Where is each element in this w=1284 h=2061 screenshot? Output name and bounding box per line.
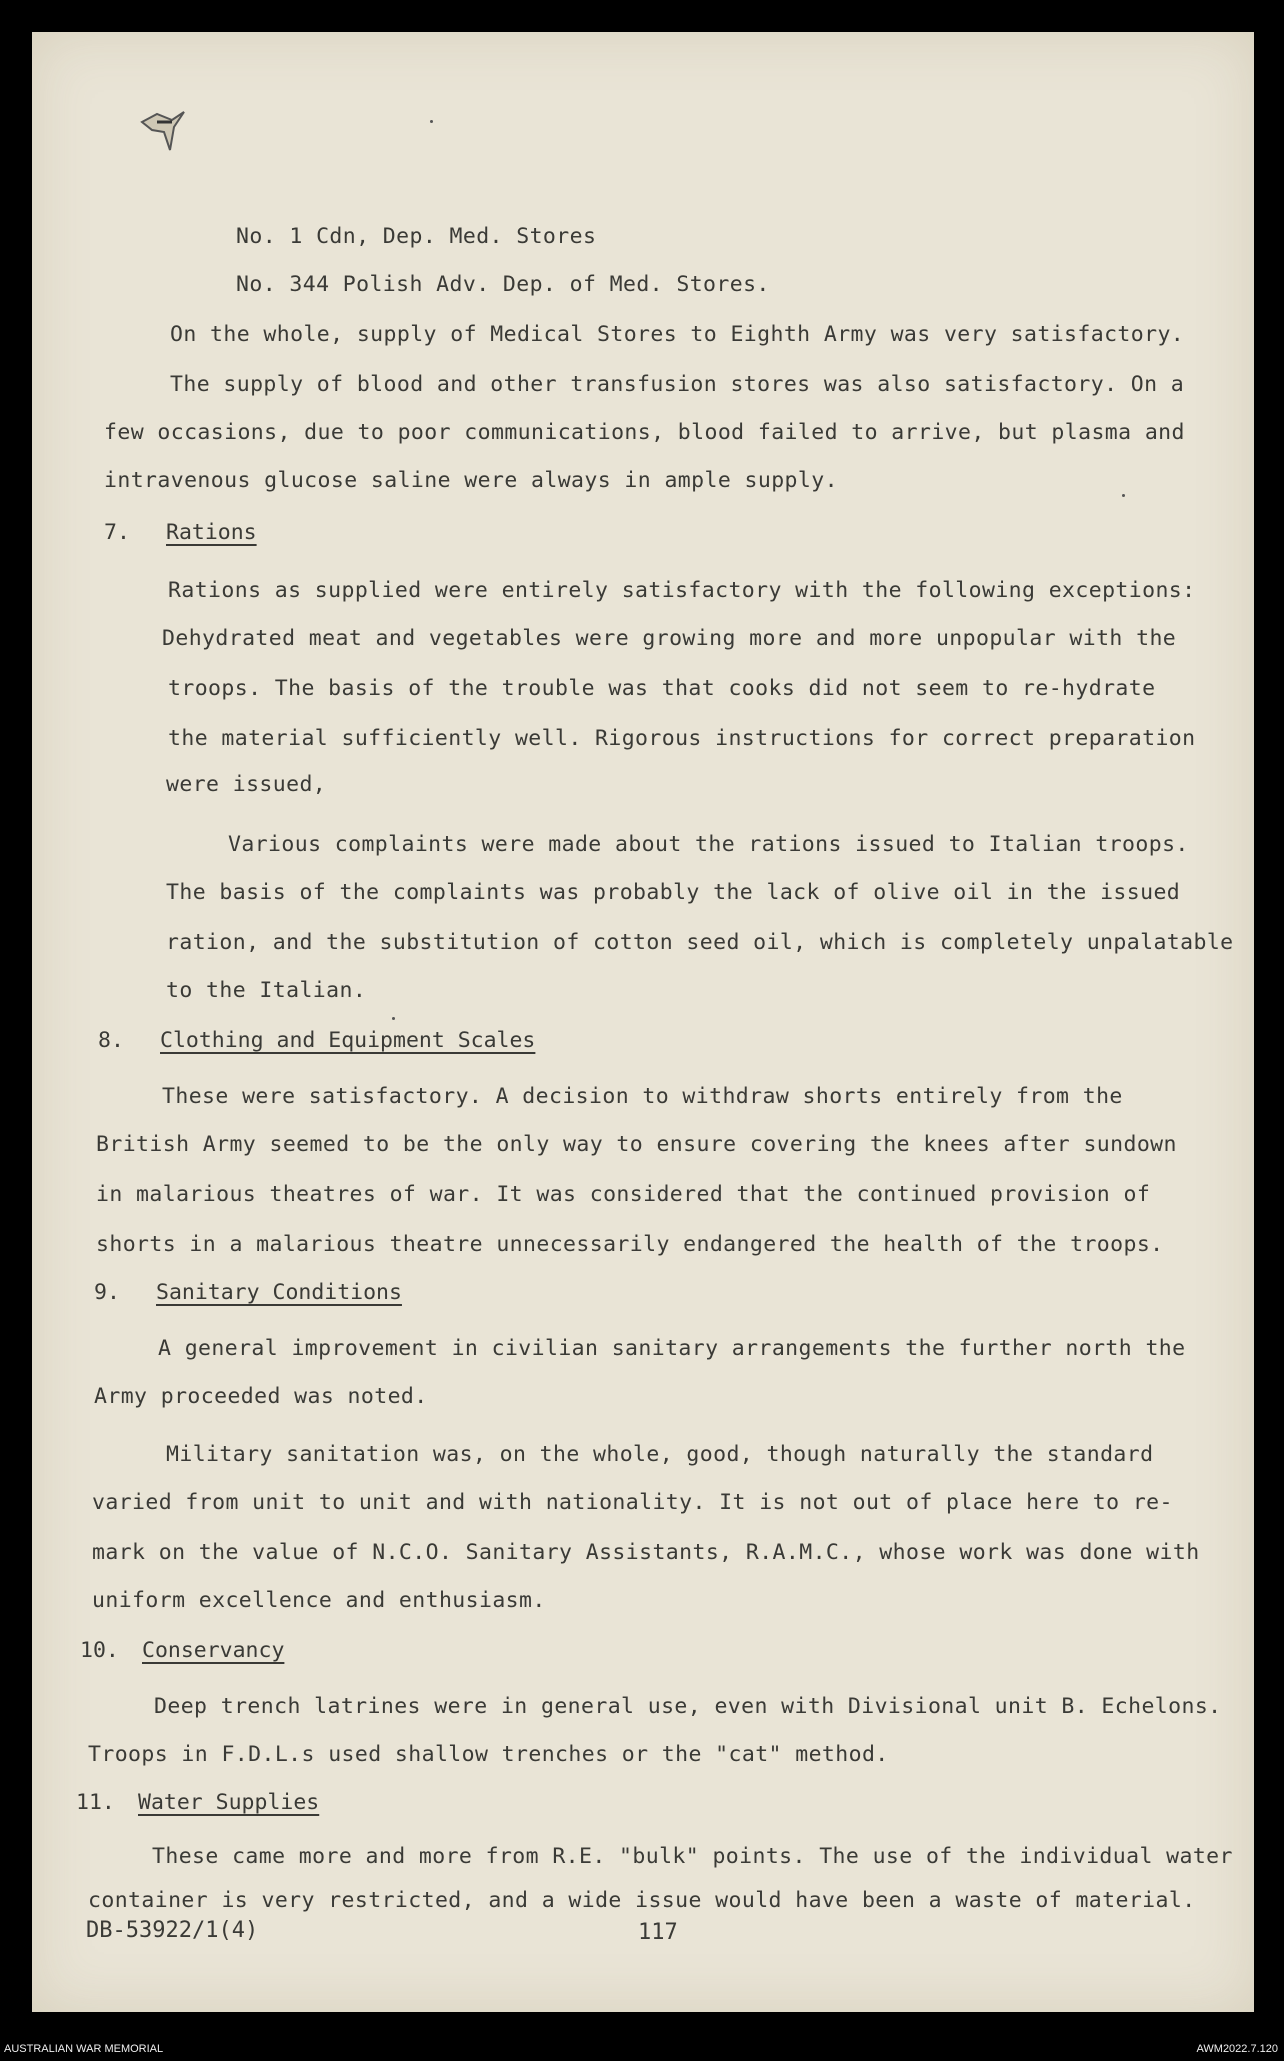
section-title: Clothing and Equipment Scales (160, 1028, 536, 1053)
text-line: troops. The basis of the trouble was that cooks did not seem to re-hydrate (168, 676, 1156, 701)
archive-caption-bar (0, 2039, 1284, 2061)
text-line: in malarious theatres of war. It was considered that the continued provision of (96, 1182, 1151, 1207)
text-line: These were satisfactory. A decision to withdraw shorts entirely from the (162, 1084, 1123, 1109)
ink-speck (392, 1017, 395, 1020)
ink-speck (430, 120, 433, 123)
text-line: to the Italian. (166, 978, 367, 1003)
section-title: Conservancy (142, 1638, 285, 1663)
section-heading (94, 1280, 402, 1305)
text-line: Army proceeded was noted. (94, 1384, 428, 1409)
accession-number: AWM2022.7.120 (1196, 2043, 1278, 2055)
text-line: British Army seemed to be the only way to ensure covering the knees after sundown (96, 1132, 1177, 1157)
page-number: 117 (638, 1920, 678, 1945)
text-line: No. 1 Cdn, Dep. Med. Stores (236, 224, 597, 249)
text-line: ration, and the substitution of cotton seed oil, which is completely unpalatable (166, 930, 1234, 955)
text-line: The supply of blood and other transfusion stores was also satisfactory. On a (170, 372, 1185, 397)
section-number: 11. (76, 1790, 115, 1815)
text-line: mark on the value of N.C.O. Sanitary Assistants, R.A.M.C., whose work was done with (92, 1540, 1200, 1565)
text-line: intravenous glucose saline were always in ample supply. (104, 468, 838, 493)
text-line: Military sanitation was, on the whole, good, though naturally the standard (166, 1442, 1154, 1467)
section-heading (98, 1028, 535, 1053)
institution-label: AUSTRALIAN WAR MEMORIAL (4, 2043, 164, 2055)
text-line: the material sufficiently well. Rigorous instructions for correct preparation (168, 726, 1196, 751)
text-line: These came more and more from R.E. "bulk" points. The use of the individual water (152, 1844, 1233, 1869)
text-line: shorts in a malarious theatre unnecessarily endangered the health of the troops. (96, 1232, 1164, 1257)
document-reference: DB-53922/1(4) (86, 1918, 259, 1943)
text-line: On the whole, supply of Medical Stores to Eighth Army was very satisfactory. (170, 322, 1185, 347)
text-line: Deep trench latrines were in general use, even with Divisional unit B. Echelons. (154, 1694, 1222, 1719)
section-title: Rations (166, 520, 257, 545)
text-line: few occasions, due to poor communications, blood failed to arrive, but plasma and (104, 420, 1185, 445)
section-number: 8. (98, 1028, 124, 1053)
ink-speck (1122, 494, 1125, 497)
section-heading (104, 520, 257, 545)
text-line: varied from unit to unit and with nationality. It is not out of place here to re- (92, 1490, 1173, 1515)
text-line: Dehydrated meat and vegetables were growing more and more unpopular with the (162, 626, 1177, 651)
section-number: 10. (80, 1638, 119, 1663)
text-line: were issued, (166, 772, 327, 797)
text-line: No. 344 Polish Adv. Dep. of Med. Stores. (236, 272, 770, 297)
section-heading (80, 1638, 284, 1663)
section-title: Sanitary Conditions (156, 1280, 402, 1305)
section-number: 9. (94, 1280, 120, 1305)
text-line: A general improvement in civilian sanitary arrangements the further north the (158, 1336, 1186, 1361)
section-title: Water Supplies (138, 1790, 320, 1815)
section-number: 7. (104, 520, 130, 545)
text-line: Rations as supplied were entirely satisfactory with the following exceptions: (168, 578, 1196, 603)
text-line: uniform excellence and enthusiasm. (92, 1588, 546, 1613)
text-line: Troops in F.D.L.s used shallow trenches or the "cat" method. (88, 1742, 889, 1767)
section-heading (76, 1790, 319, 1815)
text-line: container is very restricted, and a wide issue would have been a waste of material. (88, 1888, 1196, 1913)
text-line: Various complaints were made about the rations issued to Italian troops. (228, 832, 1189, 857)
paper-damage-mark (112, 72, 212, 152)
text-line: The basis of the complaints was probably the lack of olive oil in the issued (166, 880, 1181, 905)
